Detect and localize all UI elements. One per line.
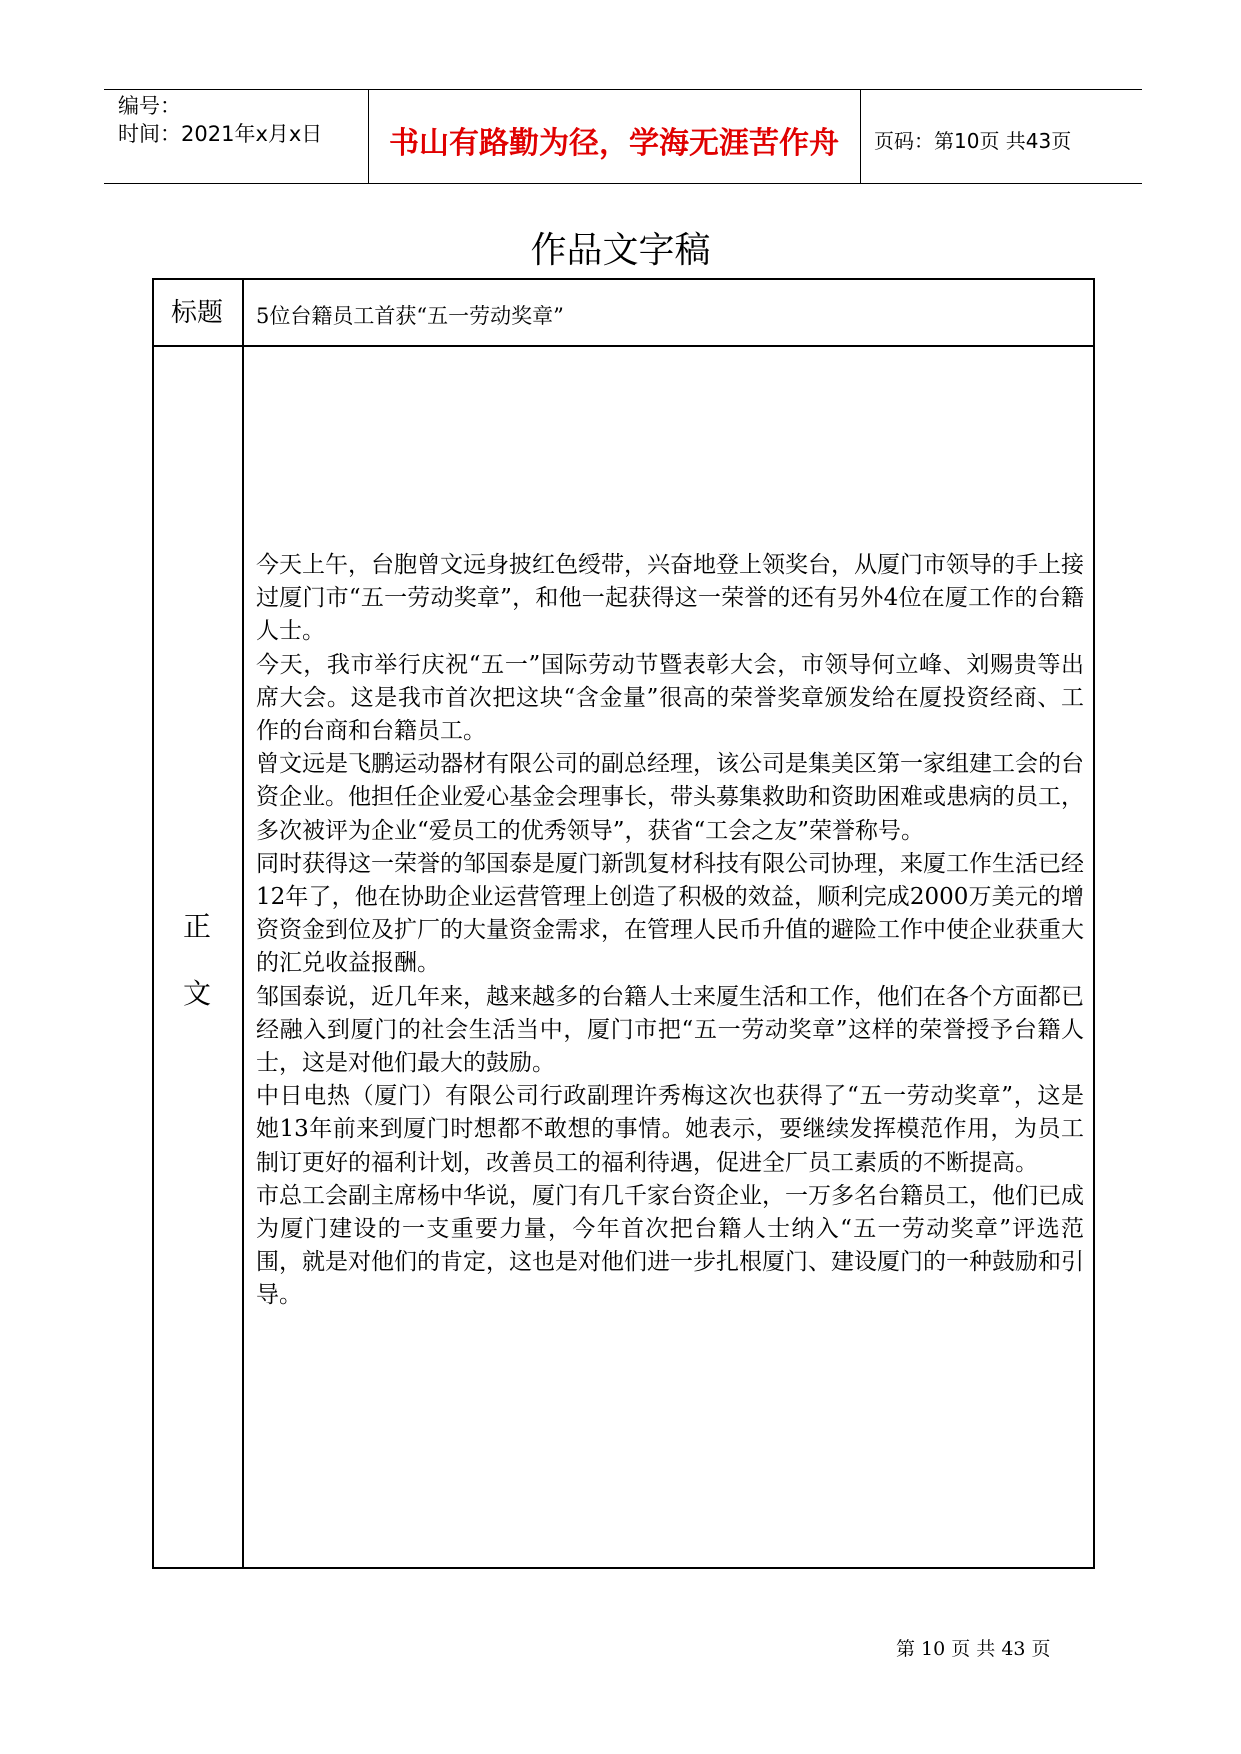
paragraph: 邹国泰说，近几年来，越来越多的台籍人士来厦生活和工作，他们在各个方面都已经融入到厦门的社会生活当中，厦门市把“五一劳动奖章”这样的荣誉授予台籍人士，这是对他们最大的鼓励。 xyxy=(256,983,1084,1077)
paragraph: 市总工会副主席杨中华说，厦门有几千家台资企业，一万多名台籍员工，他们已成为厦门建设的一支重要力量，今年首次把台籍人士纳入“五一劳动奖章”评选范围，就是对他们的肯定，这也是对他们进一步扎根厦门、建设厦门的一种鼓励和引导。 xyxy=(256,1182,1084,1309)
body-label-wen: 文 xyxy=(182,977,211,1010)
paragraph: 今天上午，台胞曾文远身披红色绶带，兴奋地登上领奖台，从厦门市领导的手上接过厦门市“五一劳动奖章”，和他一起获得这一荣誉的还有另外4位在厦工作的台籍人士。 xyxy=(256,552,1084,645)
title-value: 5位台籍员工首获“五一劳动奖章” xyxy=(256,304,564,328)
header-bottom-rule xyxy=(104,183,1142,184)
paragraph: 中日电热（厦门）有限公司行政副理许秀梅这次也获得了“五一劳动奖章”，这是她13年前来到厦门时想都不敢想的事情。她表示，要继续发挥模范作用，为员工制订更好的福利计划，改善员工的福利待遇，促进全厂员工素质的不断提高。 xyxy=(256,1083,1084,1176)
paragraph: 今天，我市举行庆祝“五一”国际劳动节暨表彰大会，市领导何立峰、刘赐贵等出席大会。这是我市首次把这块“含金量”很高的荣誉奖章颁发给在厦投资经商、工作的台商和台籍员工。 xyxy=(256,651,1084,745)
footer-page-number: 第 10 页 共 43 页 xyxy=(896,1638,1051,1660)
header-page-label: 页码：第10页 共43页 xyxy=(874,129,1072,153)
table-column-divider xyxy=(242,278,244,1569)
header-meta xyxy=(118,92,322,148)
number-label: 编号： xyxy=(118,94,181,118)
paragraph: 同时获得这一荣誉的邹国泰是厦门新凯复材科技有限公司协理，来厦工作生活已经12年了，他在协助企业运营管理上创造了积极的效益，顺利完成2000万美元的增资资金到位及扩厂的大量资金需求，在管理人民币升值的避险工作中使企业获重大的汇兑收益报酬。 xyxy=(256,850,1084,977)
header-divider-right xyxy=(860,89,861,183)
time-label: 时间：2021年x月x日 xyxy=(118,122,323,146)
title-label: 标题 xyxy=(170,298,223,328)
body-text xyxy=(256,549,1084,1313)
header-top-rule xyxy=(104,89,1142,90)
header-motto: 书山有路勤为径，学海无涯苦作舟 xyxy=(389,126,839,161)
paragraph: 曾文远是飞鹏运动器材有限公司的副总经理，该公司是集美区第一家组建工会的台资企业。他担任企业爱心基金会理事长，带头募集救助和资助困难或患病的员工，多次被评为企业“爱员工的优秀领导”，获省“工会之友”荣誉称号。 xyxy=(256,751,1084,844)
table-row-divider xyxy=(152,345,1095,347)
body-label-zheng: 正 xyxy=(182,910,211,943)
document-title: 作品文字稿 xyxy=(530,230,711,271)
